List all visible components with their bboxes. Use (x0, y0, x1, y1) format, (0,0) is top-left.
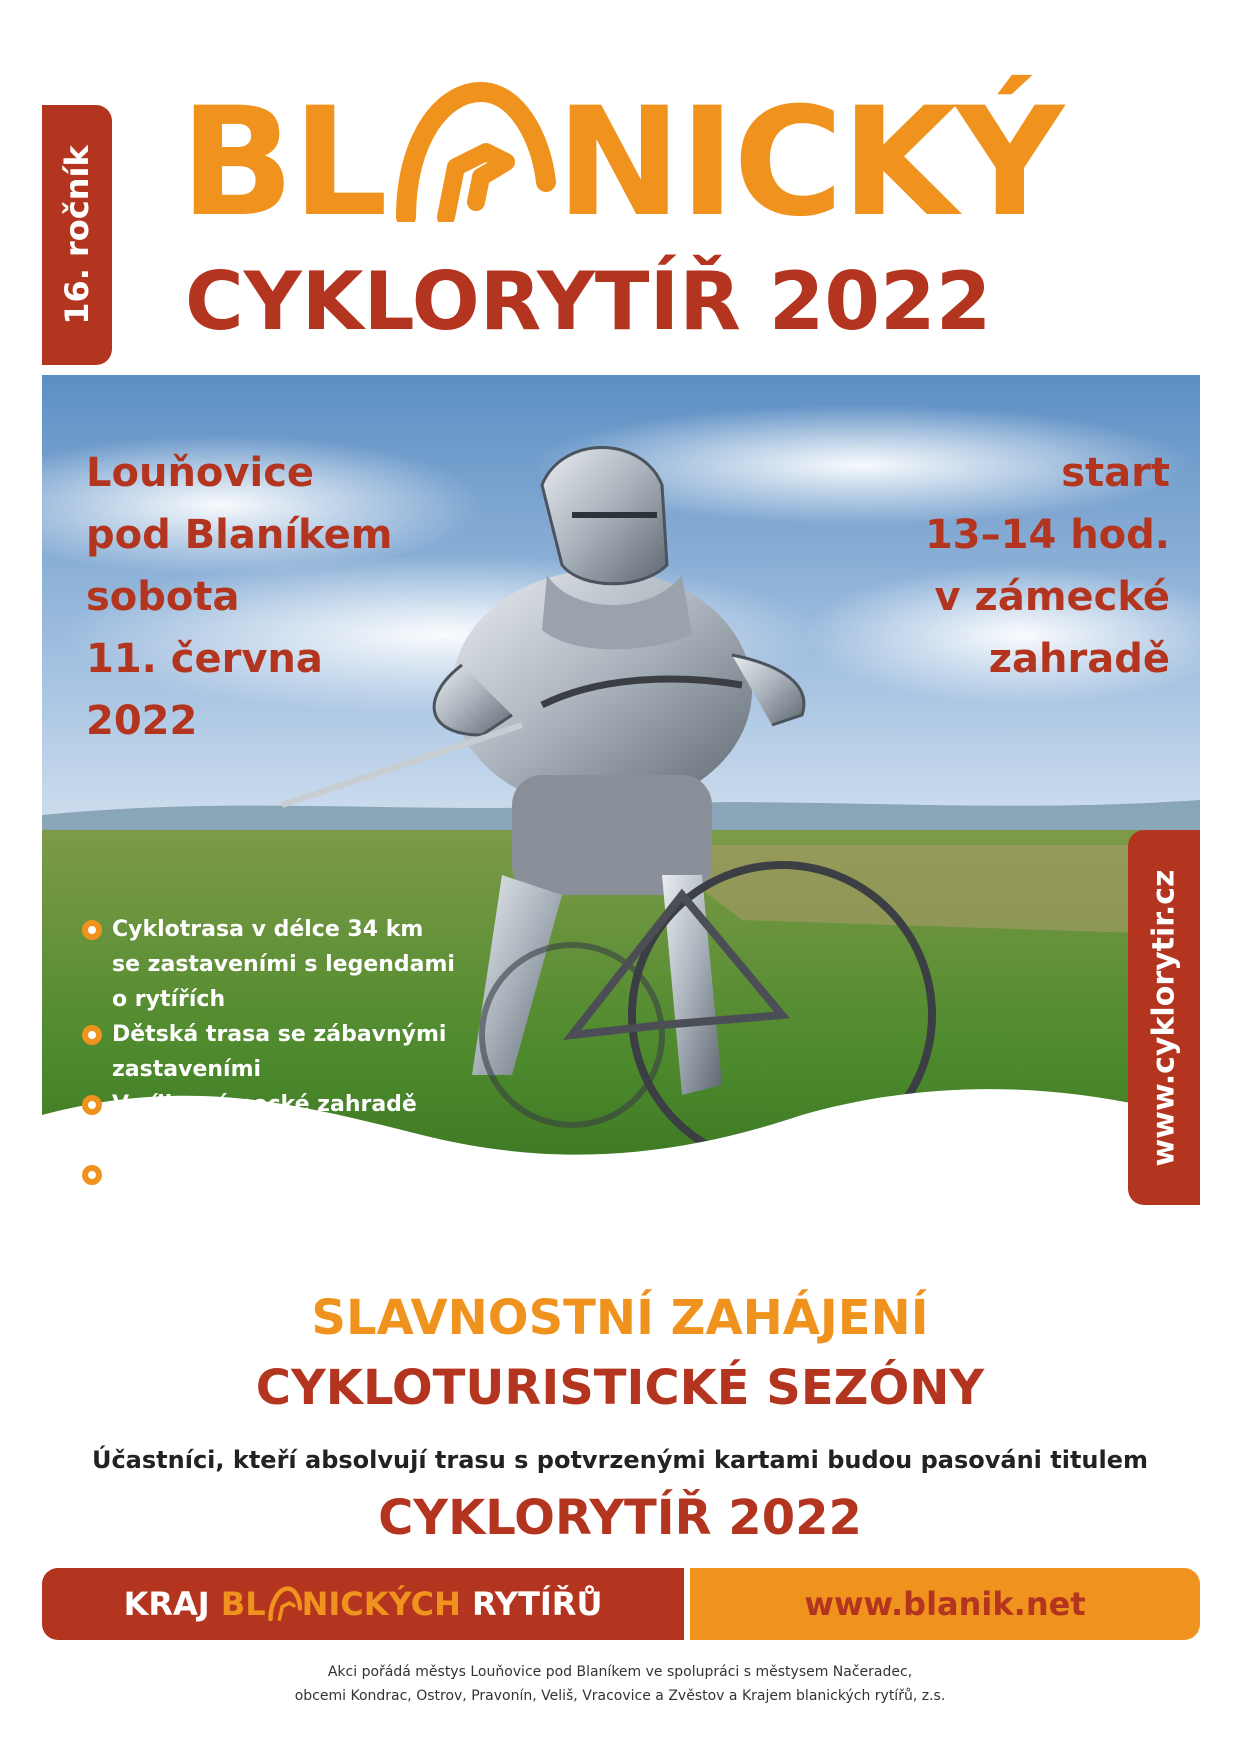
date-line-2: 11. června (86, 636, 323, 682)
list-item-line: zajištěno občerstvení (112, 1127, 378, 1152)
headline-line-1: SLAVNOSTNÍ ZAHÁJENÍ (311, 1290, 929, 1346)
list-item (82, 1157, 482, 1192)
edition-label: 16. ročník (58, 145, 96, 325)
start-info-block (830, 442, 1170, 690)
organizer-line-1: Akci pořádá městys Louňovice pod Blaníkem ve spolupráci s městysem Načeradec, (327, 1664, 913, 1680)
date-line-3: 2022 (86, 698, 198, 744)
start-line-2: 13–14 hod. (924, 512, 1170, 558)
knight-helmet-icon (386, 82, 556, 222)
list-item-line: Cyklotrasa v délce 34 km (112, 917, 424, 942)
circle-bullet-icon (82, 920, 102, 940)
brand-word-2a: BL (220, 1585, 266, 1623)
knight-helmet-icon (266, 1585, 302, 1621)
place-line-2: pod Blaníkem (86, 512, 393, 558)
main-title (180, 76, 1180, 250)
brand-word-2b: NICKÝCH (301, 1585, 461, 1623)
place-date-block (86, 442, 506, 752)
list-item-line: o rytířích (112, 987, 226, 1012)
brand-bar (42, 1568, 684, 1640)
start-line-3: v zámecké (934, 574, 1170, 620)
features-list (82, 912, 482, 1192)
headline-line-2: CYKLOTURISTICKÉ SEZÓNY (255, 1360, 985, 1416)
blanik-website-link[interactable]: www.blanik.net (804, 1585, 1086, 1623)
list-item-line: se zastaveními s legendami (112, 952, 455, 977)
brand-word-1: KRAJ (123, 1585, 210, 1623)
brand-word-2 (221, 1585, 461, 1623)
circle-bullet-icon (82, 1165, 102, 1185)
start-line-1: start (1061, 450, 1170, 496)
circle-bullet-icon (82, 1095, 102, 1115)
date-line-1: sobota (86, 574, 240, 620)
website-link[interactable]: www.cyklorytir.cz (1146, 869, 1182, 1166)
list-item-line: Dětská trasa se zábavnými (112, 1022, 447, 1047)
list-item-line: Účastnický poplatek 20 Kč (112, 1162, 440, 1187)
final-title: CYKLORYTÍŘ 2022 (378, 1490, 862, 1546)
title-part-2: NICKÝ (555, 76, 1063, 250)
circle-bullet-icon (82, 1025, 102, 1045)
list-item (82, 1087, 482, 1157)
subtitle: CYKLORYTÍŘ 2022 (185, 255, 992, 348)
participants-text: Účastníci, kteří absolvují trasu s potvrzenými kartami budou pasováni titulem (91, 1446, 1149, 1474)
title-part-1: BL (180, 76, 386, 250)
place-line-1: Louňovice (86, 450, 315, 496)
organizer-line-2: obcemi Kondrac, Ostrov, Pravonín, Veliš, Vracovice a Zvěstov a Krajem blanických rytířů, z.s. (294, 1688, 946, 1704)
list-item (82, 912, 482, 1017)
brand-word-3: RYTÍŘŮ (472, 1585, 603, 1623)
list-item-line: V cíli v zámecké zahradě (112, 1092, 417, 1117)
list-item (82, 1017, 482, 1087)
edition-tab (42, 105, 112, 365)
organizer-note (0, 1660, 1240, 1708)
start-line-4: zahradě (988, 636, 1170, 682)
list-item-line: zastaveními (112, 1057, 262, 1082)
website-tab[interactable] (1128, 830, 1200, 1205)
url-bar[interactable] (690, 1568, 1200, 1640)
